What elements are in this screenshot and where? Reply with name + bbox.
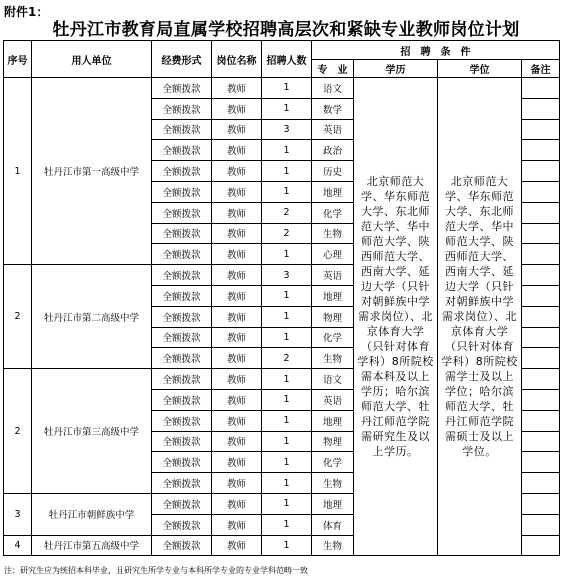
funding-cell: 全额拨款 <box>152 285 212 306</box>
employer-cell: 牡丹江市朝鲜族中学 <box>32 493 152 535</box>
position-cell: 教师 <box>212 223 262 244</box>
major-cell: 生物 <box>312 473 354 494</box>
header-remarks: 备注 <box>522 60 560 78</box>
funding-cell: 全额拨款 <box>152 348 212 369</box>
remarks-cell <box>522 452 560 473</box>
remarks-cell <box>522 410 560 431</box>
count-cell: 3 <box>262 265 312 286</box>
funding-cell: 全额拨款 <box>152 535 212 556</box>
position-cell: 教师 <box>212 514 262 535</box>
count-cell: 1 <box>262 327 312 348</box>
major-cell: 语文 <box>312 78 354 99</box>
position-cell: 教师 <box>212 410 262 431</box>
position-cell: 教师 <box>212 140 262 161</box>
funding-cell: 全额拨款 <box>152 244 212 265</box>
position-cell: 教师 <box>212 181 262 202</box>
employer-cell: 牡丹江市第三高级中学 <box>32 369 152 494</box>
funding-cell: 全额拨款 <box>152 119 212 140</box>
position-cell: 教师 <box>212 473 262 494</box>
funding-cell: 全额拨款 <box>152 140 212 161</box>
major-cell: 地理 <box>312 285 354 306</box>
count-cell: 1 <box>262 431 312 452</box>
seq-cell: 2 <box>4 265 32 369</box>
position-cell: 教师 <box>212 431 262 452</box>
position-cell: 教师 <box>212 244 262 265</box>
count-cell: 1 <box>262 452 312 473</box>
major-cell: 英语 <box>312 119 354 140</box>
table-body <box>4 78 560 556</box>
seq-cell: 3 <box>4 493 32 535</box>
position-cell: 教师 <box>212 202 262 223</box>
count-cell: 2 <box>262 223 312 244</box>
seq-cell: 4 <box>4 535 32 556</box>
position-cell: 教师 <box>212 78 262 99</box>
count-cell: 1 <box>262 410 312 431</box>
position-cell: 教师 <box>212 493 262 514</box>
footnote: 注：研究生应为统招本科毕业，且研究生所学专业与本科所学专业的专业学科范畴一致 <box>4 566 308 575</box>
header-conditions: 招 聘 条 件 <box>312 41 560 60</box>
header-count: 招聘人数 <box>262 41 312 78</box>
major-cell: 物理 <box>312 306 354 327</box>
position-cell: 教师 <box>212 306 262 327</box>
count-cell: 1 <box>262 98 312 119</box>
header-funding: 经费形式 <box>152 41 212 78</box>
major-cell: 物理 <box>312 431 354 452</box>
position-cell: 教师 <box>212 327 262 348</box>
remarks-cell <box>522 119 560 140</box>
table-row <box>4 78 560 99</box>
remarks-cell <box>522 98 560 119</box>
employer-cell: 牡丹江市第二高级中学 <box>32 265 152 369</box>
remarks-cell <box>522 473 560 494</box>
remarks-cell <box>522 369 560 390</box>
count-cell: 1 <box>262 306 312 327</box>
position-cell: 教师 <box>212 161 262 182</box>
count-cell: 1 <box>262 161 312 182</box>
count-cell: 3 <box>262 119 312 140</box>
funding-cell: 全额拨款 <box>152 410 212 431</box>
count-cell: 2 <box>262 202 312 223</box>
major-cell: 化学 <box>312 327 354 348</box>
remarks-cell <box>522 202 560 223</box>
count-cell: 1 <box>262 473 312 494</box>
funding-cell: 全额拨款 <box>152 327 212 348</box>
remarks-cell <box>522 244 560 265</box>
remarks-cell <box>522 285 560 306</box>
position-cell: 教师 <box>212 452 262 473</box>
header-employer: 用人单位 <box>32 41 152 78</box>
remarks-cell <box>522 514 560 535</box>
remarks-cell <box>522 306 560 327</box>
remarks-cell <box>522 389 560 410</box>
funding-cell: 全额拨款 <box>152 514 212 535</box>
header-major: 专 业 <box>312 60 354 78</box>
count-cell: 1 <box>262 244 312 265</box>
count-cell: 1 <box>262 181 312 202</box>
position-cell: 教师 <box>212 265 262 286</box>
count-cell: 1 <box>262 78 312 99</box>
employer-cell: 牡丹江市第一高级中学 <box>32 78 152 265</box>
count-cell: 1 <box>262 389 312 410</box>
major-cell: 数学 <box>312 98 354 119</box>
major-cell: 地理 <box>312 181 354 202</box>
funding-cell: 全额拨款 <box>152 181 212 202</box>
major-cell: 历史 <box>312 161 354 182</box>
major-cell: 生物 <box>312 535 354 556</box>
position-cell: 教师 <box>212 119 262 140</box>
funding-cell: 全额拨款 <box>152 223 212 244</box>
major-cell: 英语 <box>312 389 354 410</box>
remarks-cell <box>522 348 560 369</box>
remarks-cell <box>522 535 560 556</box>
major-cell: 心理 <box>312 244 354 265</box>
position-cell: 教师 <box>212 348 262 369</box>
remarks-cell <box>522 265 560 286</box>
funding-cell: 全额拨款 <box>152 265 212 286</box>
funding-cell: 全额拨款 <box>152 431 212 452</box>
funding-cell: 全额拨款 <box>152 98 212 119</box>
remarks-cell <box>522 223 560 244</box>
funding-cell: 全额拨款 <box>152 452 212 473</box>
remarks-cell <box>522 161 560 182</box>
count-cell: 1 <box>262 140 312 161</box>
header-degree: 学位 <box>438 60 522 78</box>
funding-cell: 全额拨款 <box>152 473 212 494</box>
major-cell: 化学 <box>312 202 354 223</box>
funding-cell: 全额拨款 <box>152 493 212 514</box>
count-cell: 1 <box>262 493 312 514</box>
major-cell: 化学 <box>312 452 354 473</box>
count-cell: 2 <box>262 348 312 369</box>
remarks-cell <box>522 78 560 99</box>
position-cell: 教师 <box>212 98 262 119</box>
header-seq: 序号 <box>4 41 32 78</box>
education-requirement-cell: 北京师范大学、华东师范大学、东北师范大学、华中师范大学、陕西师范大学、西南大学、延边大学（只针对朝鲜族中学需求岗位）、北京体育大学（只针对体育学科）8所院校需本科及以上学历；哈尔滨师范大学、牡丹江师范学院需研究生及以上学历。 <box>354 78 438 556</box>
header-education: 学历 <box>354 60 438 78</box>
funding-cell: 全额拨款 <box>152 306 212 327</box>
position-cell: 教师 <box>212 369 262 390</box>
page-title: 牡丹江市教育局直属学校招聘高层次和紧缺专业教师岗位计划 <box>52 20 520 40</box>
remarks-cell <box>522 181 560 202</box>
count-cell: 1 <box>262 514 312 535</box>
position-cell: 教师 <box>212 389 262 410</box>
seq-cell: 1 <box>4 78 32 265</box>
major-cell: 地理 <box>312 410 354 431</box>
employer-cell: 牡丹江市第五高级中学 <box>32 535 152 556</box>
seq-cell: 2 <box>4 369 32 494</box>
remarks-cell <box>522 493 560 514</box>
count-cell: 1 <box>262 285 312 306</box>
remarks-cell <box>522 327 560 348</box>
funding-cell: 全额拨款 <box>152 369 212 390</box>
header-position: 岗位名称 <box>212 41 262 78</box>
major-cell: 体育 <box>312 514 354 535</box>
degree-requirement-cell: 北京师范大学、华东师范大学、东北师范大学、华中师范大学、陕西师范大学、西南大学、延边大学（只针对朝鲜族中学需求岗位）、北京体育大学（只针对体育学科）8所院校需学士及以上学位；哈尔滨师范大学、牡丹江师范学院需硕士及以上学位。 <box>438 78 522 556</box>
position-cell: 教师 <box>212 285 262 306</box>
attachment-label: 附件1： <box>4 5 49 19</box>
major-cell: 政治 <box>312 140 354 161</box>
major-cell: 英语 <box>312 265 354 286</box>
funding-cell: 全额拨款 <box>152 202 212 223</box>
count-cell: 1 <box>262 535 312 556</box>
major-cell: 地理 <box>312 493 354 514</box>
count-cell: 1 <box>262 369 312 390</box>
major-cell: 生物 <box>312 348 354 369</box>
major-cell: 生物 <box>312 223 354 244</box>
funding-cell: 全额拨款 <box>152 389 212 410</box>
remarks-cell <box>522 140 560 161</box>
funding-cell: 全额拨款 <box>152 78 212 99</box>
remarks-cell <box>522 431 560 452</box>
position-cell: 教师 <box>212 535 262 556</box>
recruitment-plan-table <box>3 40 560 556</box>
funding-cell: 全额拨款 <box>152 161 212 182</box>
major-cell: 语文 <box>312 369 354 390</box>
